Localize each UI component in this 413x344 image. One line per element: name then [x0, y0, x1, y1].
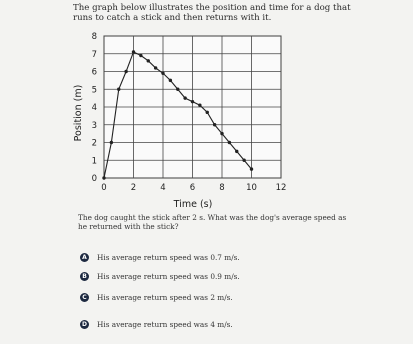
data-point [124, 70, 127, 73]
option-c-badge: C [80, 293, 89, 302]
option-a-text: His average return speed was 0.7 m/s. [97, 252, 240, 262]
x-tick-label: 0 [101, 183, 107, 193]
data-point [161, 72, 164, 75]
data-point [154, 66, 157, 69]
x-axis-label: Time (s) [173, 199, 213, 210]
x-tick-label: 6 [189, 183, 196, 193]
data-point [206, 111, 209, 114]
y-tick-label: 4 [91, 103, 97, 113]
option-c[interactable] [80, 290, 233, 304]
option-b-text: His average return speed was 0.9 m/s. [97, 271, 240, 281]
data-point [110, 141, 113, 144]
data-point [132, 50, 135, 53]
y-axis-label: Position (m) [73, 84, 84, 142]
option-a-badge: A [80, 253, 89, 262]
x-tick-label: 2 [130, 183, 137, 193]
data-point [242, 159, 245, 162]
data-point [176, 88, 179, 91]
data-point [169, 79, 172, 82]
option-b[interactable] [80, 269, 240, 283]
data-point [102, 176, 105, 179]
data-point [213, 123, 216, 126]
option-a[interactable] [80, 250, 240, 264]
data-point [235, 150, 238, 153]
y-tick-label: 0 [91, 174, 97, 184]
y-tick-label: 2 [91, 138, 97, 149]
data-point [117, 88, 120, 91]
x-tick-label: 10 [246, 183, 257, 193]
option-d[interactable] [80, 317, 233, 331]
y-tick-label: 8 [91, 32, 97, 42]
y-tick-label: 5 [91, 85, 97, 96]
data-point [228, 141, 231, 144]
y-tick-label: 7 [91, 49, 97, 60]
x-tick-label: 12 [275, 183, 287, 193]
data-point [139, 54, 142, 57]
data-point [183, 96, 186, 99]
option-d-text: His average return speed was 4 m/s. [97, 319, 233, 329]
data-point [250, 167, 253, 170]
question-text: The dog caught the stick after 2 s. What was the dog's average speed as he returned with the stick? [78, 213, 347, 232]
data-point [191, 100, 194, 103]
x-tick-label: 8 [219, 183, 225, 193]
chart-grid [104, 36, 281, 178]
y-tick-label: 6 [91, 67, 97, 78]
data-point [220, 132, 223, 135]
y-tick-label: 3 [91, 120, 97, 131]
intro-text: The graph below illustrates the position and time for a dog that runs to catch a stick and then returns with it. [73, 3, 351, 23]
data-point [198, 104, 201, 107]
option-b-badge: B [80, 272, 89, 281]
option-d-badge: D [80, 320, 89, 329]
y-tick-label: 1 [91, 156, 97, 167]
x-tick-label: 4 [160, 183, 166, 193]
data-point [147, 59, 150, 62]
option-c-text: His average return speed was 2 m/s. [97, 292, 233, 302]
